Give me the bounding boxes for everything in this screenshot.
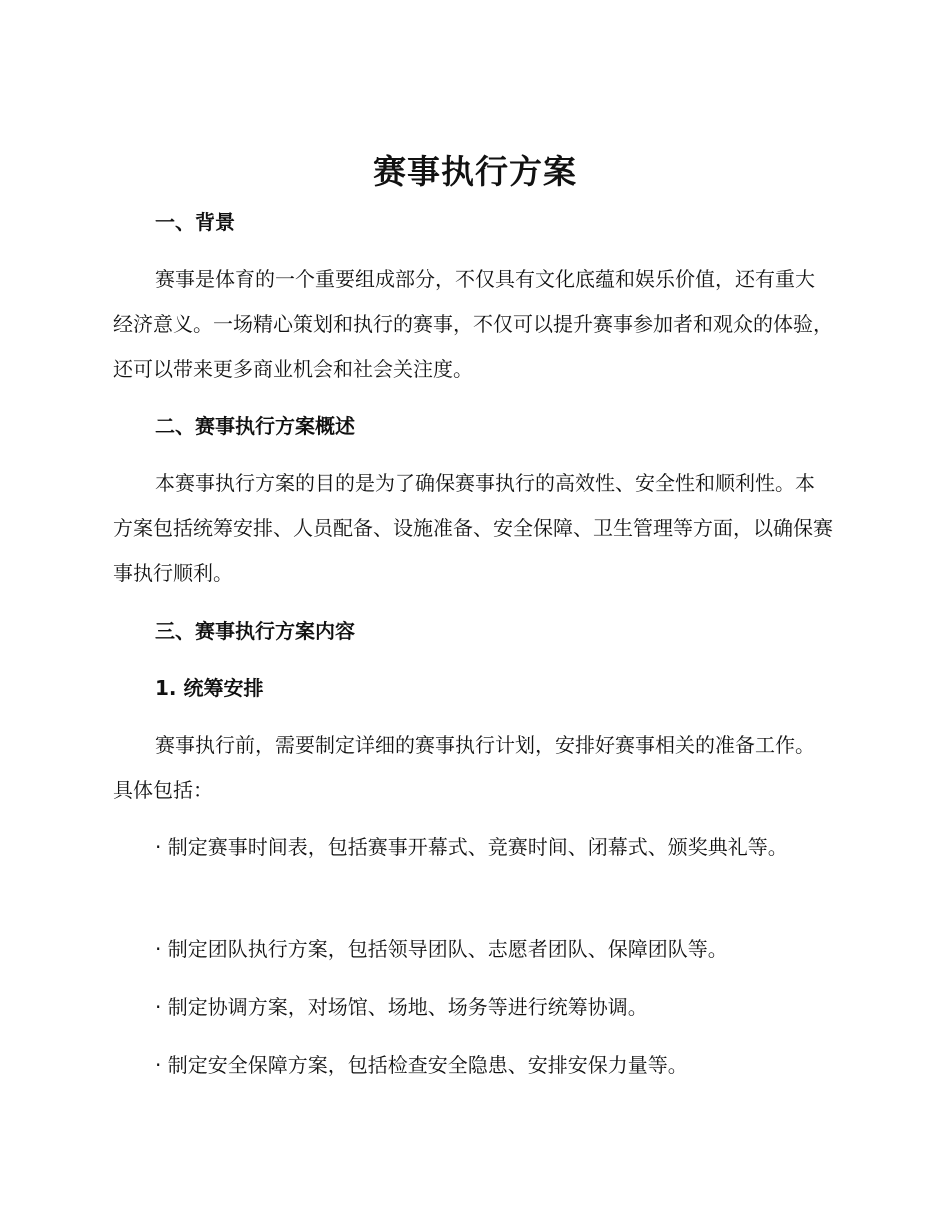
bullet-item-security: · 制定安全保障方案，包括检查安全隐患、安排安保力量等。: [155, 1053, 688, 1077]
section-heading-background: 一、背景: [155, 210, 235, 234]
section-paragraph-background: 赛事是体育的一个重要组成部分，不仅具有文化底蕴和娱乐价值，还有重大经济意义。一场精心策划和执行的赛事，不仅可以提升赛事参加者和观众的体验，还可以带来更多商业机会和社会关注度。: [113, 267, 833, 381]
bullet-item-coordination: · 制定协调方案，对场馆、场地、场务等进行统筹协调。: [155, 995, 648, 1019]
bullet-item-team: · 制定团队执行方案，包括领导团队、志愿者团队、保障团队等。: [155, 937, 728, 961]
section-paragraph-overview: 本赛事执行方案的目的是为了确保赛事执行的高效性、安全性和顺利性。本方案包括统筹安排、人员配备、设施准备、安全保障、卫生管理等方面，以确保赛事执行顺利。: [113, 471, 833, 585]
document-title: 赛事执行方案: [373, 152, 577, 191]
subsection-heading-coordination: 1. 统筹安排: [155, 676, 264, 700]
bullet-item-schedule: · 制定赛事时间表，包括赛事开幕式、竞赛时间、闭幕式、颁奖典礼等。: [155, 835, 788, 859]
section-heading-overview: 二、赛事执行方案概述: [155, 414, 355, 438]
subsection-paragraph-coordination: 赛事执行前，需要制定详细的赛事执行计划，安排好赛事相关的准备工作。具体包括：: [113, 733, 815, 802]
section-heading-content: 三、赛事执行方案内容: [155, 619, 355, 643]
